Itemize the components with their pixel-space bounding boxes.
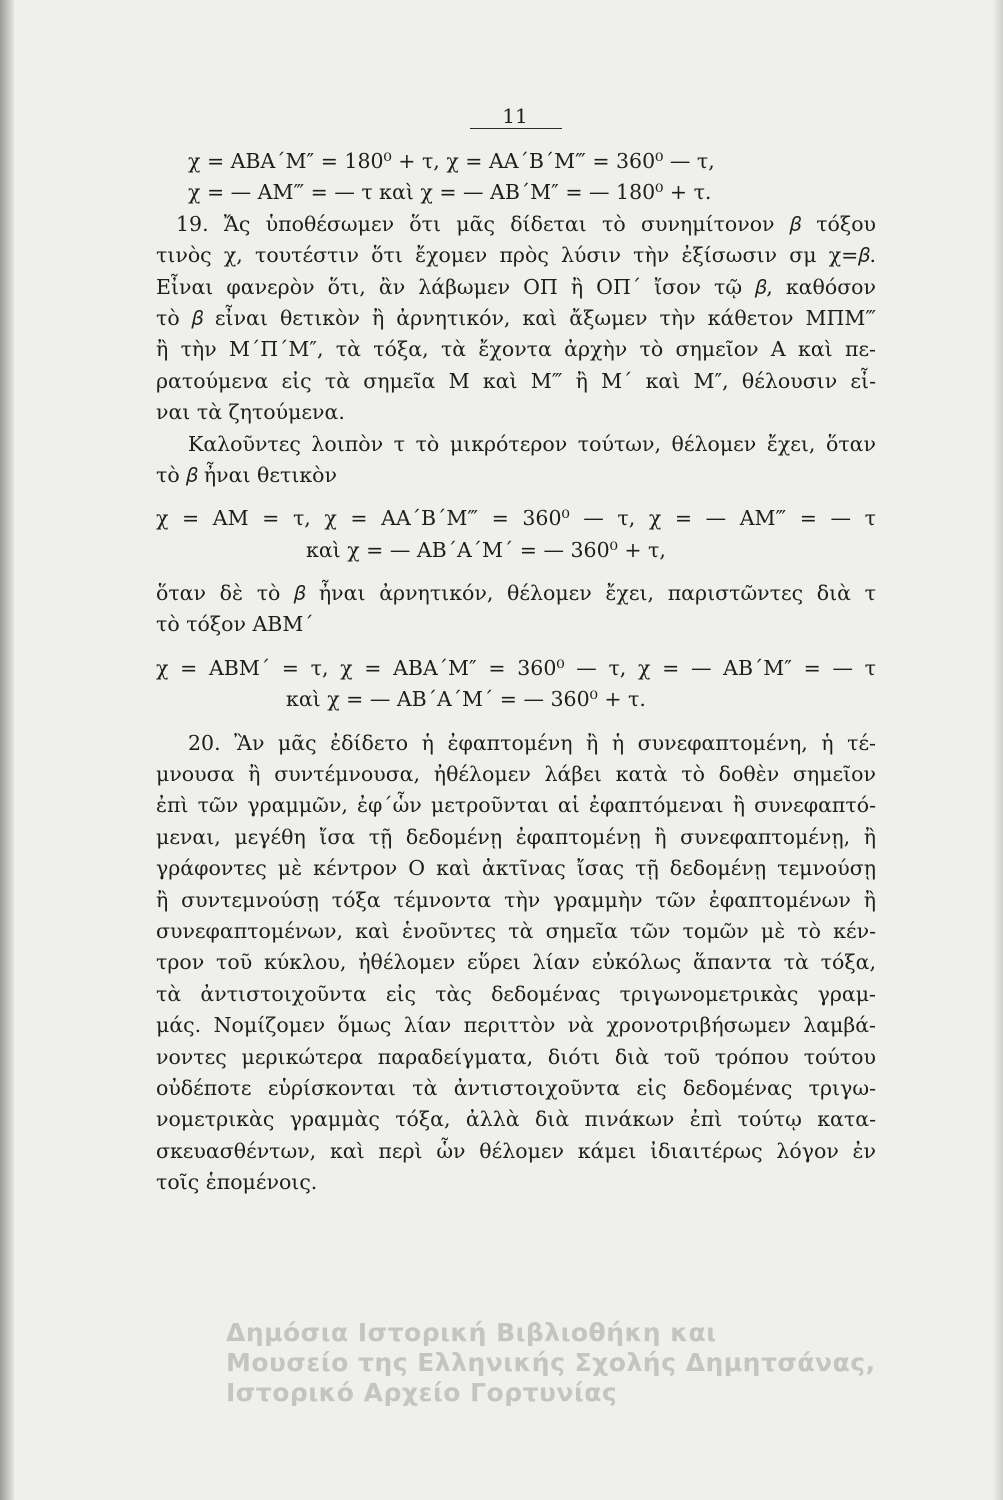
text-line: ρατούμενα εἰς τὰ σημεῖα Μ καὶ Μ‴ ἢ Μ΄ καὶ Μ″, θέλουσιν εἶ- bbox=[156, 368, 876, 393]
text-line: ἐπὶ τῶν γραμμῶν, ἐφ΄ὧν μετροῦνται αἱ ἐφαπτόμεναι ἢ συνεφαπτό- bbox=[156, 793, 876, 818]
text-line: τινὸς χ, τουτέστιν ὅτι ἔχομεν πρὸς λύσιν τὴν ἐξίσωσιν σμ χ=𝛽. bbox=[156, 243, 876, 268]
page-edge bbox=[993, 0, 1003, 1500]
text-line: μάς. Νομίζομεν ὅμως λίαν περιττὸν νὰ χρονοτριβήσωμεν λαμβά- bbox=[156, 1013, 876, 1038]
text-line: ἢ τὴν Μ΄Π΄Μ″, τὰ τόξα, τὰ ἔχοντα ἀρχὴν τὸ σημεῖον Α καὶ πε- bbox=[156, 337, 876, 362]
page-number: 11 bbox=[502, 104, 528, 128]
text-line: τὸ 𝛽 εἶναι θετικὸν ἢ ἀρνητικόν, καὶ ἄξωμεν τὴν κάθετον ΜΠΜ‴ bbox=[156, 305, 876, 330]
text-line: τὸ 𝛽 ἦναι θετικὸν bbox=[156, 462, 337, 487]
text-line: τὰ ἀντιστοιχοῦντα εἰς τὰς δεδομένας τριγωνομετρικὰς γραμ- bbox=[156, 981, 876, 1006]
page-body bbox=[156, 146, 876, 1199]
text-line: ναι τὰ ζητούμενα. bbox=[156, 400, 345, 425]
text-line: νοντες μερικώτερα παραδείγματα, διότι διὰ τοῦ τρόπου τούτου bbox=[156, 1044, 876, 1069]
text-line: μνουσα ἢ συντέμνουσα, ἠθέλομεν λάβει κατὰ τὸ δοθὲν σημεῖον bbox=[156, 762, 876, 787]
text-line: τοῖς ἑπομένοις. bbox=[156, 1170, 318, 1195]
text-line: σκευασθέντων, καὶ περὶ ὧν θέλομεν κάμει ἰδιαιτέρως λόγον ἐν bbox=[156, 1138, 876, 1163]
text-line: οὐδέποτε εὑρίσκονται τὰ ἀντιστοιχοῦντα εἰς δεδομένας τριγω- bbox=[156, 1075, 876, 1100]
text-line: ὅταν δὲ τὸ 𝛽 ἦναι ἀρνητικόν, θέλομεν ἔχει, παριστῶντες διὰ τ bbox=[156, 581, 876, 606]
equation-line: χ = ΑΒΑ΄Μ″ = 180⁰ + τ, χ = ΑΑ΄Β΄Μ‴ = 360⁰ — τ, bbox=[188, 149, 715, 173]
library-watermark bbox=[226, 1318, 986, 1408]
paragraph-19-start: 19. Ἄς ὑποθέσωμεν ὅτι μᾶς δίδεται τὸ συνημίτονον 𝛽 τόξου bbox=[176, 211, 876, 236]
text-line: μεναι, μεγέθη ἴσα τῇ δεδομένῃ ἐφαπτομένῃ ἢ συνεφαπτομένῃ, ἢ bbox=[156, 824, 876, 849]
text-line: Καλοῦντες λοιπὸν τ τὸ μικρότερον τούτων, θέλομεν ἔχει, ὅταν bbox=[188, 431, 876, 456]
equation-line: χ = ΑΜ = τ, χ = ΑΑ΄Β΄Μ‴ = 360⁰ — τ, χ = — ΑΜ‴ = — τ bbox=[156, 506, 876, 531]
equation-line: χ = ΑΒΜ΄ = τ, χ = ΑΒΑ΄Μ″ = 360⁰ — τ, χ = — ΑΒ΄Μ″ = — τ bbox=[156, 655, 876, 680]
equation-line: καὶ χ = — ΑΒ΄Α΄Μ΄ = — 360⁰ + τ. bbox=[286, 687, 646, 712]
text-line: συνεφαπτομένων, καὶ ἑνοῦντες τὰ σημεῖα τῶν τομῶν μὲ τὸ κέν- bbox=[156, 918, 876, 943]
header-rule bbox=[470, 128, 562, 129]
watermark-line: Μουσείο της Ελληνικής Σχολής Δημητσάνας, bbox=[226, 1348, 876, 1377]
watermark-line: Δημόσια Ιστορική Βιβλιοθήκη και bbox=[226, 1318, 717, 1347]
text-line: γράφοντες μὲ κέντρον Ο καὶ ἀκτῖνας ἴσας τῇ δεδομένῃ τεμνούσῃ bbox=[156, 856, 876, 881]
binding-shadow bbox=[0, 0, 14, 1500]
text-line: νομετρικὰς γραμμὰς τόξα, ἀλλὰ διὰ πινάκων ἐπὶ τούτῳ κατα- bbox=[156, 1107, 876, 1132]
text-line: τὸ τόξον ΑΒΜ΄ bbox=[156, 612, 314, 637]
text-line: ἢ συντεμνούσῃ τόξα τέμνοντα τὴν γραμμὴν τῶν ἐφαπτομένων ἢ bbox=[156, 887, 876, 912]
text-line: τρον τοῦ κύκλου, ἠθέλομεν εὕρει λίαν εὐκόλως ἅπαντα τὰ τόξα, bbox=[156, 950, 876, 975]
equation-line: καὶ χ = — ΑΒ΄Α΄Μ΄ = — 360⁰ + τ, bbox=[306, 537, 666, 562]
equation-line: χ = — ΑΜ‴ = — τ καὶ χ = — ΑΒ΄Μ″ = — 180⁰ + τ. bbox=[188, 180, 712, 205]
paragraph-20-start: 20. Ἂν μᾶς ἐδίδετο ἡ ἐφαπτομένη ἢ ἡ συνεφαπτομένη, ἡ τέ- bbox=[188, 730, 876, 755]
text-line: Εἶναι φανερὸν ὅτι, ἂν λάβωμεν ΟΠ ἢ ΟΠ΄ ἴσον τῷ 𝛽, καθόσον bbox=[156, 274, 876, 299]
watermark-line: Ιστορικό Αρχείο Γορτυνίας bbox=[226, 1378, 618, 1407]
